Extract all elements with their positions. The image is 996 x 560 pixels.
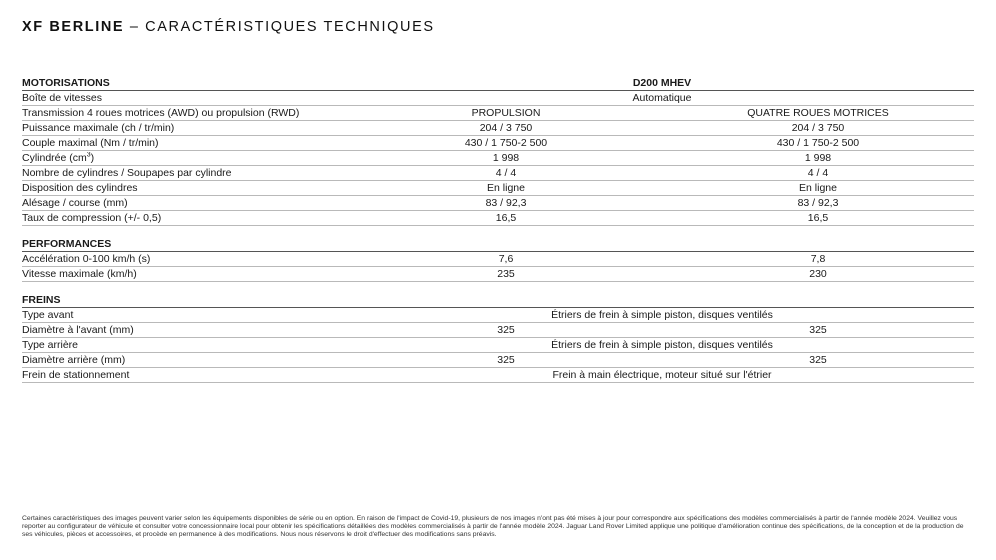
row-value-propulsion: 204 / 3 750	[479, 122, 533, 134]
table-row	[22, 308, 974, 323]
row-value-shared: Frein à main électrique, moteur situé sur l'étrier	[552, 369, 772, 381]
row-value-awd: 430 / 1 750-2 500	[776, 137, 860, 149]
specifications-table	[22, 75, 974, 383]
row-value-shared: Étriers de frein à simple piston, disques ventilés	[551, 339, 773, 351]
section-header-motorisations	[22, 75, 974, 91]
section-title: PERFORMANCES	[22, 238, 112, 250]
row-label: Puissance maximale (ch / tr/min)	[22, 122, 175, 134]
row-value-propulsion: 16,5	[495, 212, 517, 224]
row-label: Disposition des cylindres	[22, 182, 138, 194]
table-row	[22, 151, 974, 166]
row-label: Type avant	[22, 309, 74, 321]
page-title	[22, 19, 435, 35]
section-title: MOTORISATIONS	[22, 77, 110, 89]
row-label: Accélération 0-100 km/h (s)	[22, 253, 151, 265]
table-row	[22, 181, 974, 196]
row-value-awd: 16,5	[807, 212, 829, 224]
row-label: Transmission 4 roues motrices (AWD) ou propulsion (RWD)	[22, 107, 300, 119]
row-value-shared: Automatique	[632, 92, 692, 104]
legal-footnote: Certaines caractéristiques des images peuvent varier selon les équipements disponibles de série ou en option. En raison de l'impact de Covid-19, plusieurs de nos images n'ont pas été mises à jour pour correspondre aux spécifications des modèles commercialisés à partir de l'année modèle 2024. Veuillez vous reporter au configurateur de véhicule et consulter votre concessionnaire local pour obtenir les spécifications détaillées des modèles commercialisés à partir de l'année modèle 2024. Jaguar Land Rover Limited applique une politique d'amélioration continue des spécifications, de la conception et de la production de ses véhicules, pièces et accessoires, et procède en permanence à des modifications. Nous nous réservons le droit d'effectuer des modifications sans préavis.	[22, 515, 964, 539]
row-label: Diamètre à l'avant (mm)	[22, 324, 134, 336]
engine-column-header: D200 MHEV	[632, 77, 692, 89]
row-value-awd: QUATRE ROUES MOTRICES	[747, 107, 889, 119]
row-label: Nombre de cylindres / Soupapes par cylindre	[22, 167, 232, 179]
row-value-awd: 204 / 3 750	[791, 122, 845, 134]
table-row	[22, 106, 974, 121]
row-value-propulsion: PROPULSION	[471, 107, 541, 119]
row-value-propulsion: 430 / 1 750-2 500	[464, 137, 548, 149]
table-row	[22, 121, 974, 136]
section-header-freins	[22, 292, 974, 308]
row-value-propulsion: 325	[497, 324, 515, 336]
title-separator: –	[129, 19, 140, 35]
row-value-propulsion: 83 / 92,3	[485, 197, 527, 209]
row-value-propulsion: 325	[497, 354, 515, 366]
row-value-shared: Étriers de frein à simple piston, disques ventilés	[551, 309, 773, 321]
row-label: Couple maximal (Nm / tr/min)	[22, 137, 159, 149]
title-model: XF BERLINE	[22, 19, 125, 35]
row-value-awd: 325	[809, 324, 827, 336]
table-row	[22, 196, 974, 211]
section-header-performances	[22, 236, 974, 252]
row-value-awd: 4 / 4	[807, 167, 829, 179]
row-value-awd: En ligne	[799, 182, 837, 194]
table-row	[22, 166, 974, 181]
title-subtitle: CARACTÉRISTIQUES TECHNIQUES	[145, 19, 435, 35]
section-title: FREINS	[22, 294, 61, 306]
row-label: Boîte de vitesses	[22, 92, 102, 104]
row-value-awd: 83 / 92,3	[797, 197, 839, 209]
row-label: Vitesse maximale (km/h)	[22, 268, 137, 280]
table-row	[22, 252, 974, 267]
row-label: Cylindrée $(cm^3)$	[22, 152, 95, 164]
row-value-propulsion: 7,6	[498, 253, 514, 265]
row-value-awd: 325	[809, 354, 827, 366]
table-row	[22, 267, 974, 282]
row-value-awd: 7,8	[810, 253, 826, 265]
table-row	[22, 368, 974, 383]
row-value-propulsion: 4 / 4	[495, 167, 517, 179]
table-row	[22, 211, 974, 226]
row-value-propulsion: En ligne	[487, 182, 525, 194]
row-label: Diamètre arrière (mm)	[22, 354, 126, 366]
table-row	[22, 353, 974, 368]
table-row	[22, 91, 974, 106]
row-label: Taux de compression (+/- 0,5)	[22, 212, 162, 224]
row-value-propulsion: 235	[497, 268, 515, 280]
row-value-awd: 1 998	[804, 152, 832, 164]
table-row	[22, 338, 974, 353]
row-value-awd: 230	[809, 268, 827, 280]
table-row	[22, 323, 974, 338]
row-label: Type arrière	[22, 339, 79, 351]
row-label: Frein de stationnement	[22, 369, 130, 381]
row-value-propulsion: 1 998	[492, 152, 520, 164]
row-label: Alésage / course (mm)	[22, 197, 128, 209]
table-row	[22, 136, 974, 151]
